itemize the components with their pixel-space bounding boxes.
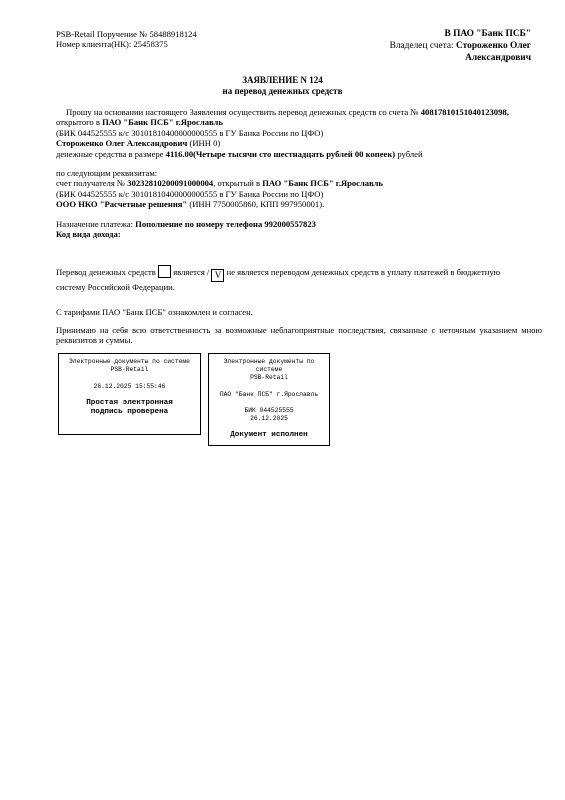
owner-name-second: Александрович <box>465 52 531 63</box>
title-main: ЗАЯВЛЕНИЕ N 124 <box>242 75 323 85</box>
request-intro: Прошу на основании настоящего Заявления осуществить перевод денежных средств со счета № <box>66 107 419 117</box>
income-code-label: Код вида дохода: <box>56 229 121 240</box>
transfer-type-block <box>56 265 542 292</box>
document-title <box>0 75 565 97</box>
owner-label: Владелец счета: <box>389 40 454 51</box>
client-number: Номер клиента(НК): 25458375 <box>56 39 168 50</box>
payee-block <box>56 168 542 210</box>
header-right <box>271 29 531 64</box>
holder-inn: (ИНН 0) <box>189 138 221 149</box>
source-bank-line <box>56 117 542 127</box>
transfer-type-line2: систему Российской Федерации. <box>56 282 175 292</box>
account-owner <box>271 41 531 53</box>
amount-line <box>56 149 542 159</box>
bank-stamp-line1: Электронные документы по системе <box>223 358 315 373</box>
payee-bik: (БИК 044525555 к/с 30101810400000000555 в ГУ Банка России по ЦФО) <box>56 188 324 199</box>
payee-account-prefix: счет получателя № <box>56 178 126 189</box>
executed-status: Документ исполнен <box>230 431 308 440</box>
budget-yes-checkbox <box>158 265 171 278</box>
amount-value: 4116.00(Четыре тысячи сто шестнадцать рублей 00 копеек) <box>165 148 396 159</box>
amount-prefix: денежные средства в размере <box>56 148 164 159</box>
source-bank: ПАО "Банк ПСБ" г.Ярославль <box>102 117 223 128</box>
payee-org-line <box>56 199 542 209</box>
stamp-system-line2: PSB-Retail <box>110 365 149 373</box>
payee-bank: ПАО "Банк ПСБ" г.Ярославль <box>262 178 383 189</box>
stamp-system-line1: Электронные документы по системе <box>69 358 190 365</box>
source-account: 40817810151040123098, <box>420 107 509 117</box>
payee-account-line <box>56 178 542 188</box>
payee-account: 30232810200091000004 <box>127 178 214 189</box>
payee-opened-in: , открытый в <box>213 178 261 189</box>
owner-name-first: Стороженко Олег <box>456 40 531 51</box>
purpose-block <box>56 219 542 240</box>
option-no-text: не является переводом денежных средств в уплату платежей в бюджетную <box>226 267 501 277</box>
transfer-prefix: Перевод денежных средств <box>56 267 156 277</box>
tariffs-agreement: С тарифами ПАО "Банк ПСБ" ознакомлен и согласен. <box>56 307 253 317</box>
holder-line <box>56 138 542 148</box>
payee-intro: по следующим реквизитам: <box>56 168 158 178</box>
purpose-label: Назначение платежа: <box>56 219 133 229</box>
signature-status: Простая электронная подпись проверена <box>86 398 173 416</box>
bank-stamp-bik: БИК 044525555 <box>244 407 294 415</box>
purpose-line <box>56 219 542 229</box>
document-number: PSB-Retail Поручение № 58488918124 <box>56 29 197 39</box>
bank-stamp-line2: PSB-Retail <box>250 373 288 381</box>
payee-org-details: (ИНН 7750005860, КПП 997950001). <box>189 199 325 210</box>
budget-no-checkbox: V <box>211 269 224 282</box>
recipient-bank: В ПАО "Банк ПСБ" <box>444 29 531 39</box>
holder-name: Стороженко Олег Александрович <box>56 138 188 149</box>
stamp-datetime: 26.12.2025 15:55:46 <box>93 382 166 390</box>
header-left <box>56 29 197 50</box>
title-sub: на перевод денежных средств <box>222 85 343 96</box>
request-block <box>56 107 542 159</box>
request-line <box>56 107 542 117</box>
option-yes-text: является / <box>173 267 210 277</box>
bank-stamp-date: 26.12.2025 <box>250 415 288 423</box>
bank-stamp-bank: ПАО "Банк ПСБ" г.Ярославль <box>219 390 319 398</box>
source-bik: (БИК 044525555 к/с 30101810400000000555 в ГУ Банка России по ЦФО) <box>56 127 324 138</box>
purpose-value: Пополнение по номеру телефона 992000557823 <box>135 219 316 229</box>
amount-suffix: рублей <box>397 148 423 159</box>
bank-executed-stamp <box>208 353 330 446</box>
signature-stamp <box>58 353 201 435</box>
payee-org: ООО НКО "Расчетные решения" <box>56 199 188 210</box>
transfer-type-line <box>56 265 542 282</box>
opened-in-text: открытого в <box>56 117 100 128</box>
responsibility-statement: Принимаю на себя всю ответственность за возможные неблагоприятные последствия, связанные с неточным указанием мною реквизитов и суммы. <box>56 325 542 346</box>
